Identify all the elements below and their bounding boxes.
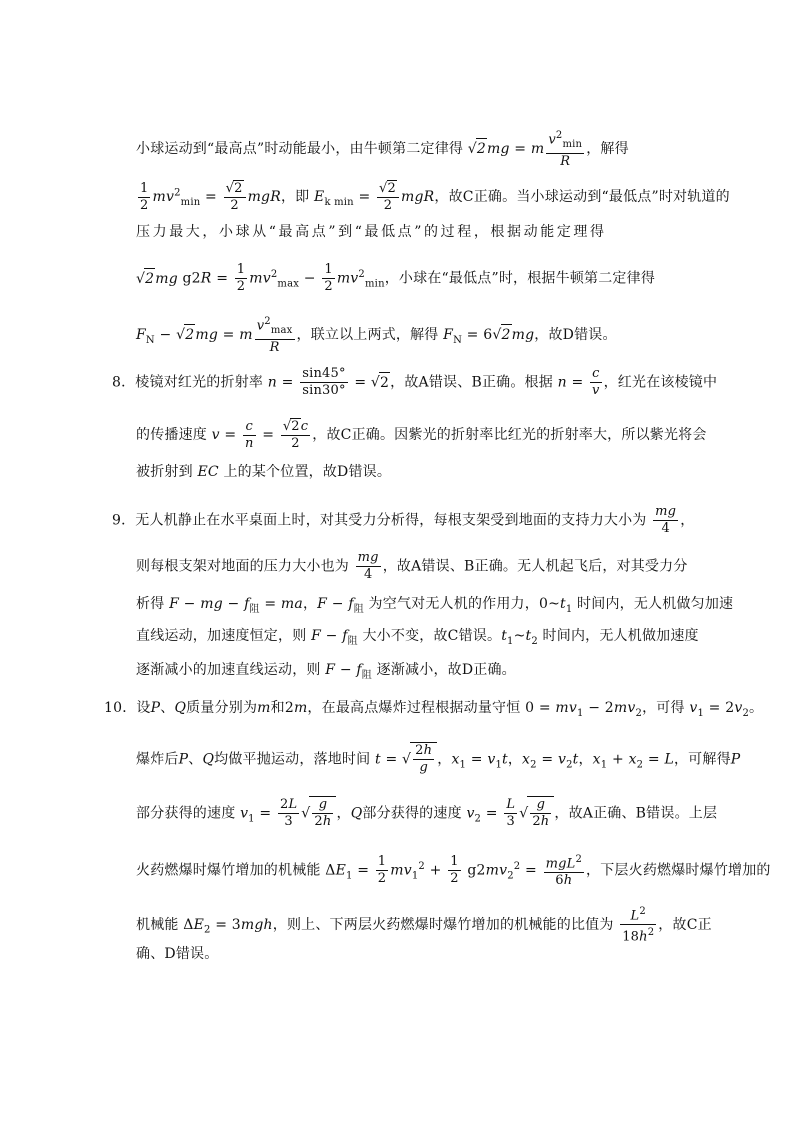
text-line-2: $\frac{1}{2}$ $mv^2_{min}$ = $\frac{√2}{2}$ mgR，即 $E_{k min}$ = $\frac{√2}{2}$ mgR，故C正确。当小球运动到“最低点”时对轨道的 (140, 180, 730, 213)
text-line-1: 小球运动到“最高点”时动能最小，由牛顿第二定律得 √2mg = m $v^2_{min}$ R ，解得 (136, 130, 629, 169)
text-line-13: 逐渐减小的加速直线运动，则 $F - f_阻$ 逐渐减小，故D正确。 (136, 662, 516, 681)
text-line-11: 析得 F − mg − $f_阻$ = ma，$F - f_阻$ 为空气对无人机的作用力，$0\sim t_1$ 时间内，无人机做匀加速 (136, 596, 734, 615)
text-line-7: 的传播速度 v = $\frac{c}{n}$ = $\frac{√2c}{2}$ ，故C正确。因紫光的折射率比红光的折射率大，所以紫光将会 (136, 418, 707, 451)
text-line-12: 直线运动，加速度恒定，则 $F - f_阻$ 大小不变，故C错误。$t_1\sim t_2$ 时间内，无人机做加速度 (136, 628, 699, 647)
text-line-15: 爆炸后P、Q均做平抛运动，落地时间 t = √ $\frac{2h}{g}$ ，$x_1 = v_1t$，$x_2 = v_2t$，$x_1 + x_2 = L$，可解得P (136, 743, 741, 775)
text-line-3: 压力最大，小球从“最高点”到“最低点”的过程，根据动能定理得 (136, 224, 607, 240)
text-line-9: 9．无人机静止在水平桌面上时，对其受力分析得，每根支架受到地面的支持力大小为 $\frac{mg}{4}$ ， (112, 504, 695, 536)
text-line-5: $F_N - √2mg = m$ $v^2_{max}$ R ，联立以上两式，解得 $F_N = 6√2mg$，故D错误。 (136, 316, 617, 355)
text-line-17: 火药燃爆时爆竹增加的机械能 $\Delta E_1$ = $\frac{1}{2}$ $mv_1^2$ + $\frac{1}{2}$ $g2mv_2^2$ = mgL$^2$ 6h ，下层火药燃爆时爆竹增加的 (136, 854, 771, 889)
text-line-6: 8．棱镜对红光的折射率 n = $\frac{\sin 45^\circ}{\sin 30^\circ}$ = √2，故A错误、B正确。根据 n = $\frac{c}{v}$ ，红光在该棱镜中 (112, 366, 718, 398)
text-line-18: 机械能 $\Delta E_2 = 3mgh$，则上、下两层火药燃爆时爆竹增加的机械能的比值为 $\frac{L^2}{18h^2}$ ，故C正 (136, 906, 712, 945)
text-line-14: 10．设P、Q质量分别为m和2m，在最高点爆炸过程根据动量守恒 $0 = mv_1 - 2mv_2$，可得 $v_1 = 2v_2$。 (104, 700, 764, 719)
text-line-19: 确、D错误。 (136, 946, 219, 962)
text-line-10: 则每根支架对地面的压力大小也为 $\frac{mg}{4}$ ，故A错误、B正确。无人机起飞后，对其受力分 (136, 550, 688, 582)
text-line-16: 部分获得的速度 $v_1$ = $\frac{2L}{3}$ √ $\frac{g}{2h}$ ，Q部分获得的速度 $v_2$ = $\frac{L}{3}$ √ $\frac{g}{2h}$ ，故A正确、B错误。上层 (136, 797, 718, 829)
text-line-4: √2mg g2R = $\frac{1}{2}$ $mv^2_{max}$ − $\frac{1}{2}$ $mv^2_{min}$，小球在“最低点”时，根据牛顿第二定律得 (136, 262, 656, 294)
text-line-8: 被折射到 EC 上的某个位置，故D错误。 (136, 464, 392, 480)
